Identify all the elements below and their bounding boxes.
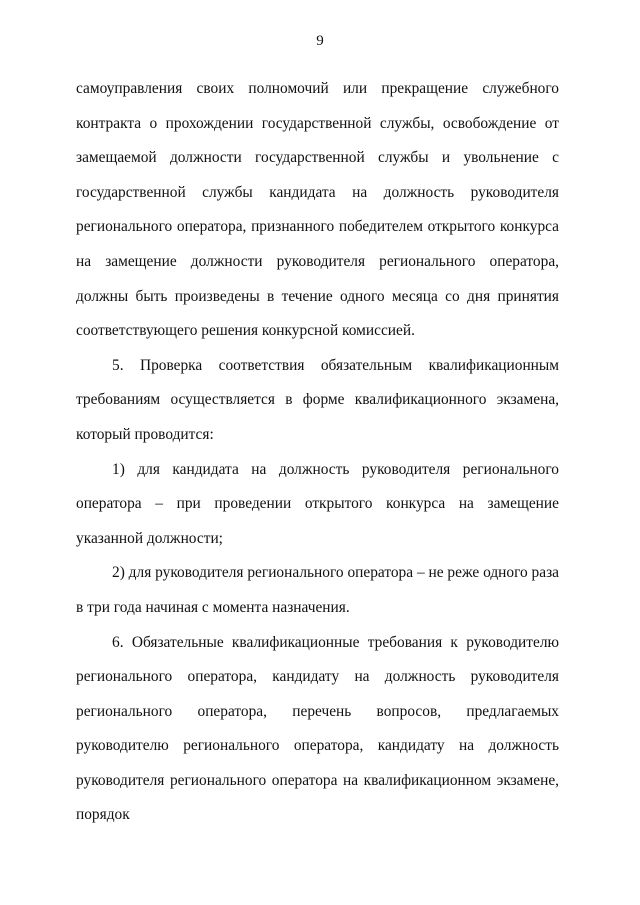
paragraph-item-5: 5. Проверка соответствия обязательным квалификационным требованиям осуществляется в форме квалификационного экзамена, который проводится:: [76, 356, 559, 443]
paragraph-continuation: самоуправления своих полномочий или прекращение служебного контракта о прохождении государственной службы, освобождение от замещаемой должности государственной службы и увольнение с государственной службы кандидата на должность руководителя регионального оператора, признанного победителем открытого конкурса на замещение должности руководителя регионального оператора, должны быть произведены в течение одного месяца со дня принятия соответствующего решения конкурсной комиссией.: [76, 80, 559, 340]
paragraph-item-6: 6. Обязательные квалификационные требования к руководителю регионального оператора, кандидату на должность руководителя регионального оператора, перечень вопросов, предлагаемых руководителю регионального оператора, кандидату на должность руководителя регионального оператора на квалификационном экзамене, порядок: [76, 633, 559, 824]
document-body: [76, 72, 559, 833]
paragraph-subitem-1: 1) для кандидата на должность руководителя регионального оператора – при проведении открытого конкурса на замещение указанной должности;: [76, 460, 559, 547]
page-number: 9: [316, 33, 324, 49]
paragraph-subitem-2: 2) для руководителя регионального оператора – не реже одного раза в три года начиная с момента назначения.: [76, 564, 559, 616]
